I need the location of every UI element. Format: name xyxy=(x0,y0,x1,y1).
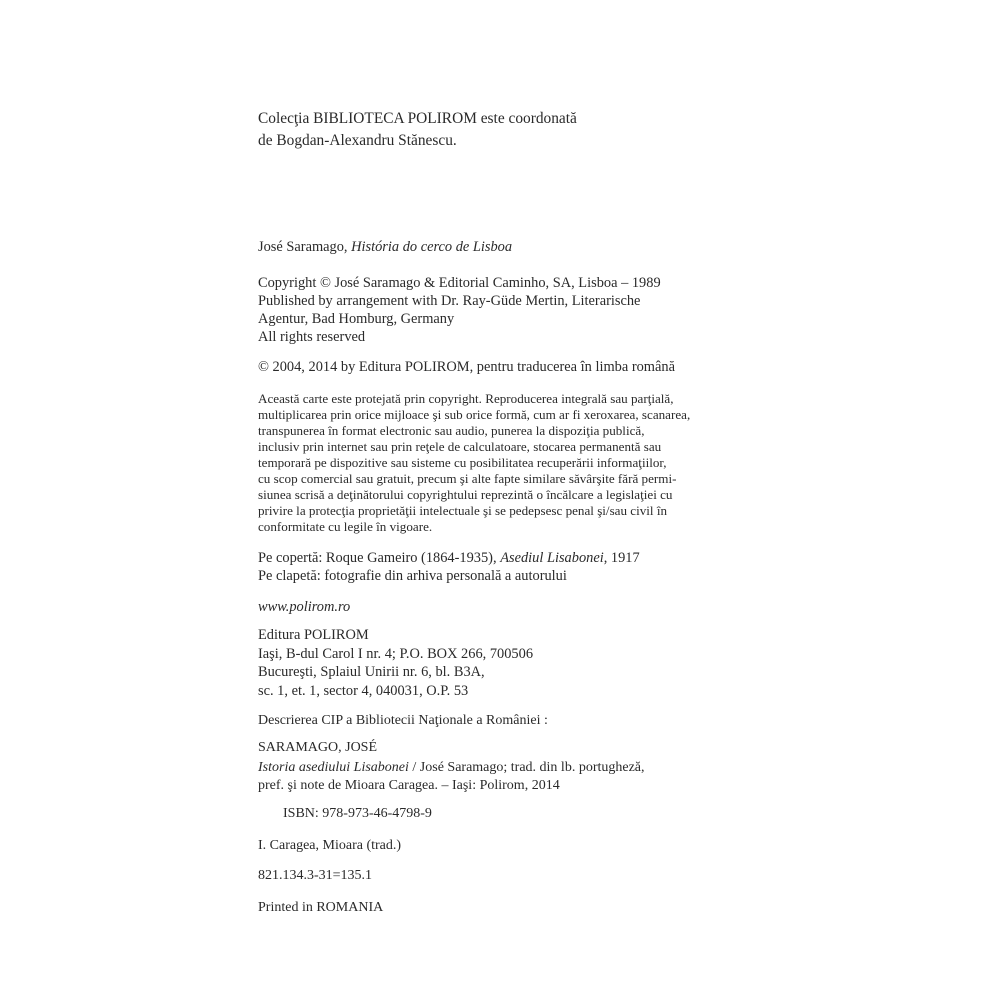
printed-in: Printed in ROMANIA xyxy=(258,900,384,915)
original-author: José Saramago, xyxy=(258,239,352,255)
cip-isbn: ISBN: 978-973-46-4798-9 xyxy=(283,806,432,821)
copyright-line-4: All rights reserved xyxy=(258,329,366,345)
cover-credit xyxy=(258,551,640,565)
cip-title: Istoria asediului Lisabonei xyxy=(258,760,409,775)
publisher-name: Editura POLIROM xyxy=(258,627,369,643)
publisher-address-1: Iaşi, B-dul Carol I nr. 4; P.O. BOX 266, 700506 xyxy=(258,646,534,662)
cip-title-line xyxy=(258,761,645,775)
cover-credit-suffix: , 1917 xyxy=(603,550,640,566)
original-title-line xyxy=(258,240,512,254)
legal-notice-line: siunea scrisă a deţinătorului copyrightului reprezintă o încălcare a legislaţiei cu xyxy=(258,487,673,502)
legal-notice-line: multiplicarea prin orice mijloace şi sub orice formă, cum ar fi xeroxarea, scanarea, xyxy=(258,407,691,422)
legal-notice-line: transpunerea în format electronic sau audio, punerea la dispoziţia publică, xyxy=(258,423,645,438)
cip-publication-line: pref. şi note de Mioara Caragea. – Iaşi: Polirom, 2014 xyxy=(258,778,560,793)
publisher-address-3: sc. 1, et. 1, sector 4, 040031, O.P. 53 xyxy=(258,683,469,699)
cip-title-rest: / José Saramago; trad. din lb. portugheză, xyxy=(408,760,645,775)
copyright-line-2: Published by arrangement with Dr. Ray-Güde Mertin, Literarische xyxy=(258,293,641,309)
original-title: História do cerco de Lisboa xyxy=(351,239,513,255)
cip-heading: Descrierea CIP a Bibliotecii Naţionale a României : xyxy=(258,713,548,728)
flap-credit: Pe clapetă: fotografie din arhiva personală a autorului xyxy=(258,568,567,584)
cip-classification: 821.134.3-31=135.1 xyxy=(258,868,373,883)
legal-notice-line: conformitate cu legile în vigoare. xyxy=(258,519,433,534)
cover-credit-prefix: Pe copertă: Roque Gameiro (1864-1935), xyxy=(258,550,501,566)
publisher-website: www.polirom.ro xyxy=(258,599,351,615)
legal-notice-line: Această carte este protejată prin copyright. Reproducerea integrală sau parţială, xyxy=(258,391,674,406)
legal-notice-line: cu scop comercial sau gratuit, precum şi alte fapte similare săvârşite fără permi- xyxy=(258,471,677,486)
copyright-line-3: Agentur, Bad Homburg, Germany xyxy=(258,311,455,327)
copyright-line-1: Copyright © José Saramago & Editorial Caminho, SA, Lisboa – 1989 xyxy=(258,275,661,291)
cover-painting-title: Asediul Lisabonei xyxy=(500,550,604,566)
cip-author: SARAMAGO, JOSÉ xyxy=(258,740,378,755)
legal-notice-line: privire la protecţia proprietăţii intelectuale şi se pedepsesc penal şi/sau civil în xyxy=(258,503,668,518)
publisher-address-2: Bucureşti, Splaiul Unirii nr. 6, bl. B3A, xyxy=(258,664,485,680)
cip-translator: I. Caragea, Mioara (trad.) xyxy=(258,838,402,853)
collection-line-2: de Bogdan-Alexandru Stănescu. xyxy=(258,132,457,149)
legal-notice-line: inclusiv prin internet sau prin reţele de calculatoare, stocarea permanentă sau xyxy=(258,439,662,454)
translation-copyright: © 2004, 2014 by Editura POLIROM, pentru traducerea în limba română xyxy=(258,359,675,375)
legal-notice-line: temporară pe dispozitive sau sisteme cu posibilitatea recuperării informaţiilor, xyxy=(258,455,667,470)
collection-line-1: Colecţia BIBLIOTECA POLIROM este coordonată xyxy=(258,110,577,127)
